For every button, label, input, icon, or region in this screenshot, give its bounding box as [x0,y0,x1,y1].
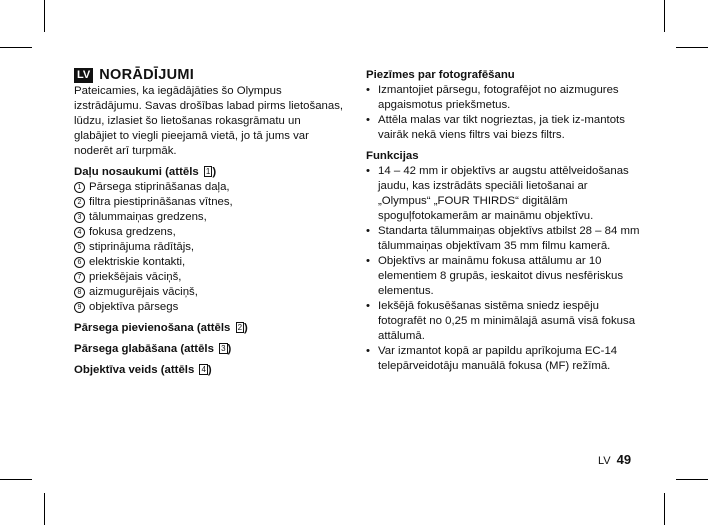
parts-heading: Daļu nosaukumi (attēls 1 ) [74,166,217,178]
photo-notes-list [366,83,642,143]
crop-mark [44,0,45,32]
list-item: • Var izmantot kopā ar papildu aprīkojuma EC-14 telepārveidotāju manuālā fokusa (MF) režīmā. [366,345,618,372]
language-badge: LV [74,68,93,83]
list-item: 4 fokusa gredzens, [74,225,346,240]
list-item: 5 stiprinājuma rādītājs, [74,240,346,255]
figure-ref: 2 [237,323,243,332]
hood-storage-heading: Pārsega glabāšana (attēls 3 ) [74,343,232,355]
crop-mark [664,0,665,32]
list-item: • Attēla malas var tikt nogrieztas, ja tiek iz-mantots vairāk nekā viens filtrs vai biezs filtrs. [366,114,625,141]
parts-list [74,180,346,315]
list-item: 1 Pārsega stiprināšanas daļa, [74,180,346,195]
photo-notes-heading: Piezīmes par fotografēšanu [366,69,515,81]
list-item: 9 objektīva pārsegs [74,300,346,315]
hood-attach-heading: Pārsega pievienošana (attēls 2 ) [74,322,248,334]
crop-mark [676,479,708,480]
crop-mark [664,493,665,525]
lens-type-heading: Objektīva veids (attēls 4 ) [74,364,212,376]
left-column [74,68,346,378]
crop-mark [0,47,32,48]
list-item: 2 filtra piestiprināšanas vītnes, [74,195,346,210]
title-row [74,68,346,83]
list-item: 7 priekšējais vāciņš, [74,270,346,285]
crop-mark [0,479,32,480]
page-footer [598,452,631,467]
crop-mark [44,493,45,525]
right-column [366,68,642,374]
list-item: • Izmantojiet pārsegu, fotografējot no aizmugures apgaismotus priekšmetus. [366,84,619,111]
figure-ref: 4 [201,365,206,374]
crop-mark [676,47,708,48]
functions-heading: Funkcijas [366,150,419,162]
list-item: 8 aizmugurējais vāciņš, [74,285,346,300]
list-item: 6 elektriskie kontakti, [74,255,346,270]
footer-language: LV [598,455,611,467]
figure-ref: 3 [221,344,226,353]
list-item: • Standarta tālummaiņas objektīvs atbilst 28 – 84 mm tālummaiņas objektīvam 35 mm filmu kamerā. [366,225,640,252]
figure-ref: 1 [205,167,211,176]
functions-list [366,164,642,374]
list-item: • Objektīvs ar maināmu fokusa attālumu ar 10 elementiem 8 grupās, ieskaitot divus nesfēriskus elementus. [366,255,624,297]
page-number: 49 [616,452,632,467]
list-item: • 14 – 42 mm ir objektīvs ar augstu attēlveidošanas jaudu, kas izstrādāts speciāli lietošanai ar „Olympus“ „FOUR THIRDS“ digitālām spoguļfotokamerām ar maināmu objektīvu. [366,165,629,222]
intro-paragraph: Pateicamies, ka iegādājāties šo Olympus izstrādājumu. Savas drošības labad pirms lietošanas, lūdzu, izlasiet šo lietošanas rokasgrāmatu un glabājiet to viegli pieejamā vietā, jo tā jums var noderēt arī turpmāk. [74,85,344,157]
page-title: NORĀDĪJUMI [99,67,195,83]
list-item: 3 tālummaiņas gredzens, [74,210,346,225]
list-item: • Iekšējā fokusēšanas sistēma sniedz iespēju fotografēt no 0,25 m minimālajā asumā visā fokusa attālumā. [366,300,636,342]
